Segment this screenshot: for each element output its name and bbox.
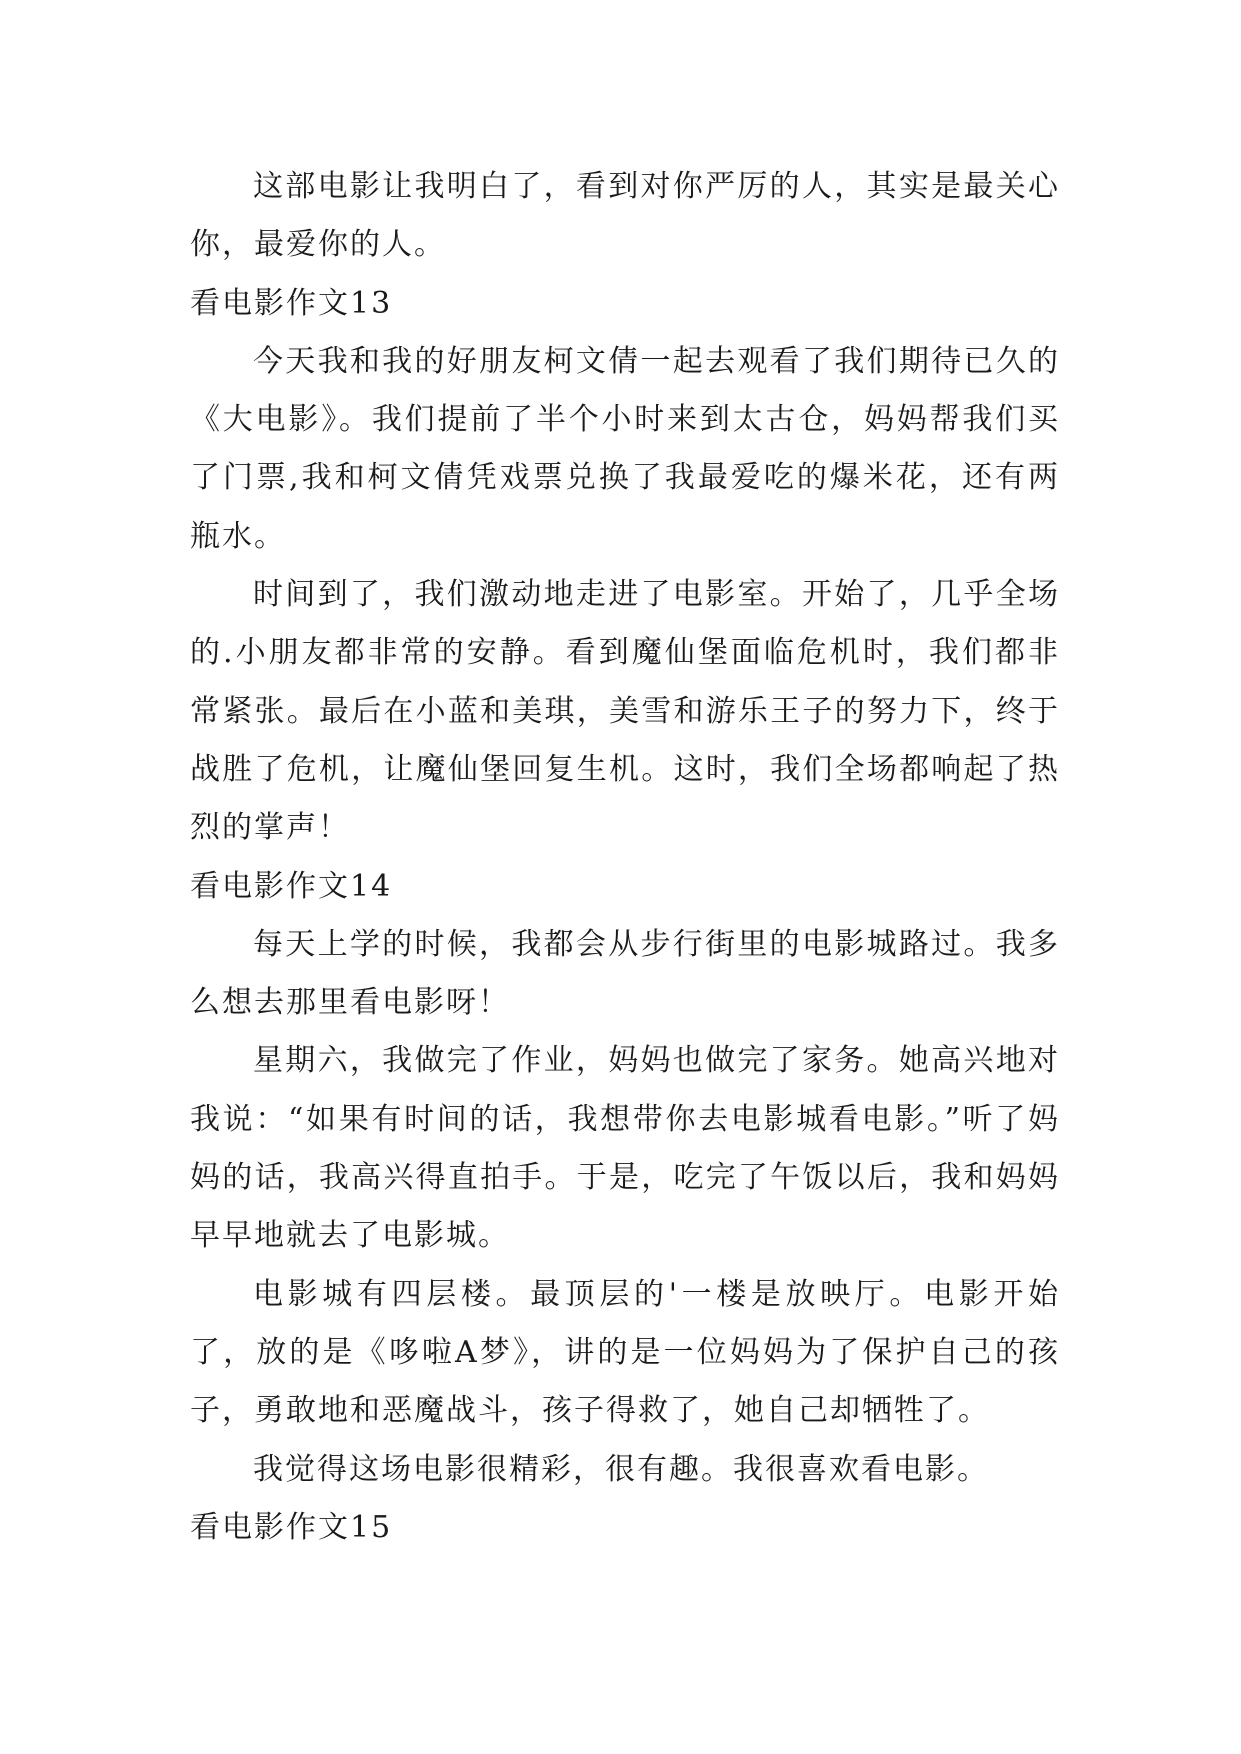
paragraph-essay-14-saturday: 星期六，我做完了作业，妈妈也做完了家务。她高兴地对我说：“如果有时间的话，我想带你去电影城看电影。”听了妈妈的话，我高兴得直拍手。于是，吃完了午饭以后，我和妈妈早早地就去了电影城。 [190, 1043, 1060, 1254]
heading-essay-13: 看电影作文13 [190, 285, 393, 321]
paragraph-essay-14-intro: 每天上学的时候，我都会从步行街里的电影城路过。我多么想去那里看电影呀！ [190, 926, 1060, 1021]
paragraph-essay-14-cinema: 电影城有四层楼。最顶层的'一楼是放映厅。电影开始了，放的是《哆啦A梦》，讲的是一位妈妈为了保护自己的孩子，勇敢地和恶魔战斗，孩子得救了，她自己却牺牲了。 [190, 1276, 1060, 1429]
paragraph-closing-previous: 这部电影让我明白了，看到对你严厉的人，其实是最关心你，最爱你的人。 [190, 169, 1060, 263]
heading-essay-14: 看电影作文14 [190, 868, 393, 904]
paragraph-essay-13-intro: 今天我和我的好朋友柯文倩一起去观看了我们期待已久的《大电影》。我们提前了半个小时来到太古仓，妈妈帮我们买了门票,我和柯文倩凭戏票兑换了我最爱吃的爆米花，还有两瓶水。 [190, 343, 1060, 554]
document-body [190, 158, 1060, 1557]
heading-essay-15: 看电影作文15 [190, 1509, 393, 1545]
paragraph-essay-14-conclusion: 我觉得这场电影很精彩，很有趣。我很喜欢看电影。 [253, 1451, 989, 1487]
paragraph-essay-13-body: 时间到了，我们激动地走进了电影室。开始了，几乎全场的.小朋友都非常的安静。看到魔仙堡面临危机时，我们都非常紧张。最后在小蓝和美琪，美雪和游乐王子的努力下，终于战胜了危机，让魔仙堡回复生机。这时，我们全场都响起了热烈的掌声！ [190, 577, 1060, 846]
